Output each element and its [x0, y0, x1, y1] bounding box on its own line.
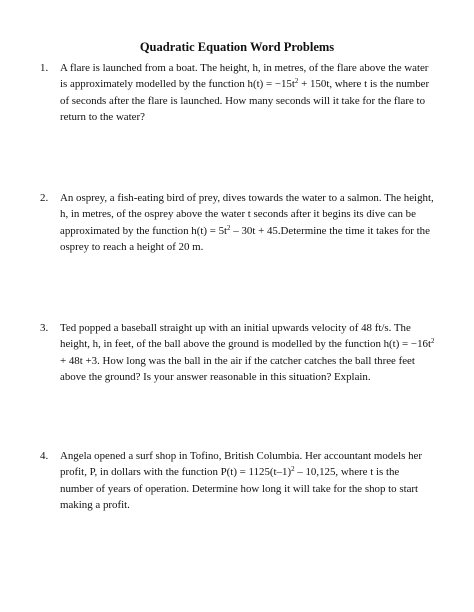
- problem-text-part: – 30t + 45.Determine the time it takes for the osprey to reach a height of 20 m.: [60, 224, 430, 253]
- problem-text: [60, 448, 435, 513]
- worksheet-title: Quadratic Equation Word Problems: [139, 40, 335, 54]
- problem-text-part: Angela opened a surf shop in Tofino, British Columbia. Her accountant models her profit, P, in dollars with the function P(t) = 1125(t–1): [60, 450, 422, 479]
- problem-text: [60, 190, 435, 255]
- exponent: 2: [294, 77, 299, 86]
- problem-number: 4.: [40, 450, 49, 462]
- exponent: 2: [227, 223, 231, 232]
- exponent: 2: [430, 337, 435, 346]
- problem-text: [60, 320, 435, 385]
- problem-text-part: + 48t +3. How long was the ball in the air if the catcher catches the ball three feet above the ground? Is your answer reasonable in this situation? Explain.: [60, 354, 415, 383]
- problem-text-part: + 150t, where t is the number of seconds after the flare is launched. How many seconds will it take for the flare to return to the water?: [60, 78, 430, 123]
- problem-number: 2.: [40, 192, 49, 204]
- problem-number: 3.: [40, 322, 49, 334]
- problem-text-part: A flare is launched from a boat. The height, h, in metres, of the flare above the water is approximately modelled by the function h(t) = −15t: [60, 62, 429, 91]
- exponent: 2: [291, 465, 295, 474]
- problem-text-part: An osprey, a fish-eating bird of prey, dives towards the water to a salmon. The height, h, in metres, of the osprey above the water t seconds after it begins its dive can be approximated by the function h(t) = 5t: [60, 192, 434, 237]
- problem-text-part: Ted popped a baseball straight up with an initial upwards velocity of 48 ft/s. The height, h, in feet, of the ball above the ground is modelled by the function h(t) = −16t: [60, 322, 431, 351]
- problem-number: 1.: [40, 62, 49, 74]
- problem-text-part: – 10,125, where t is the number of years of operation. Determine how long it will take for the shop to start making a profit.: [60, 466, 419, 511]
- problem-text: [60, 60, 435, 125]
